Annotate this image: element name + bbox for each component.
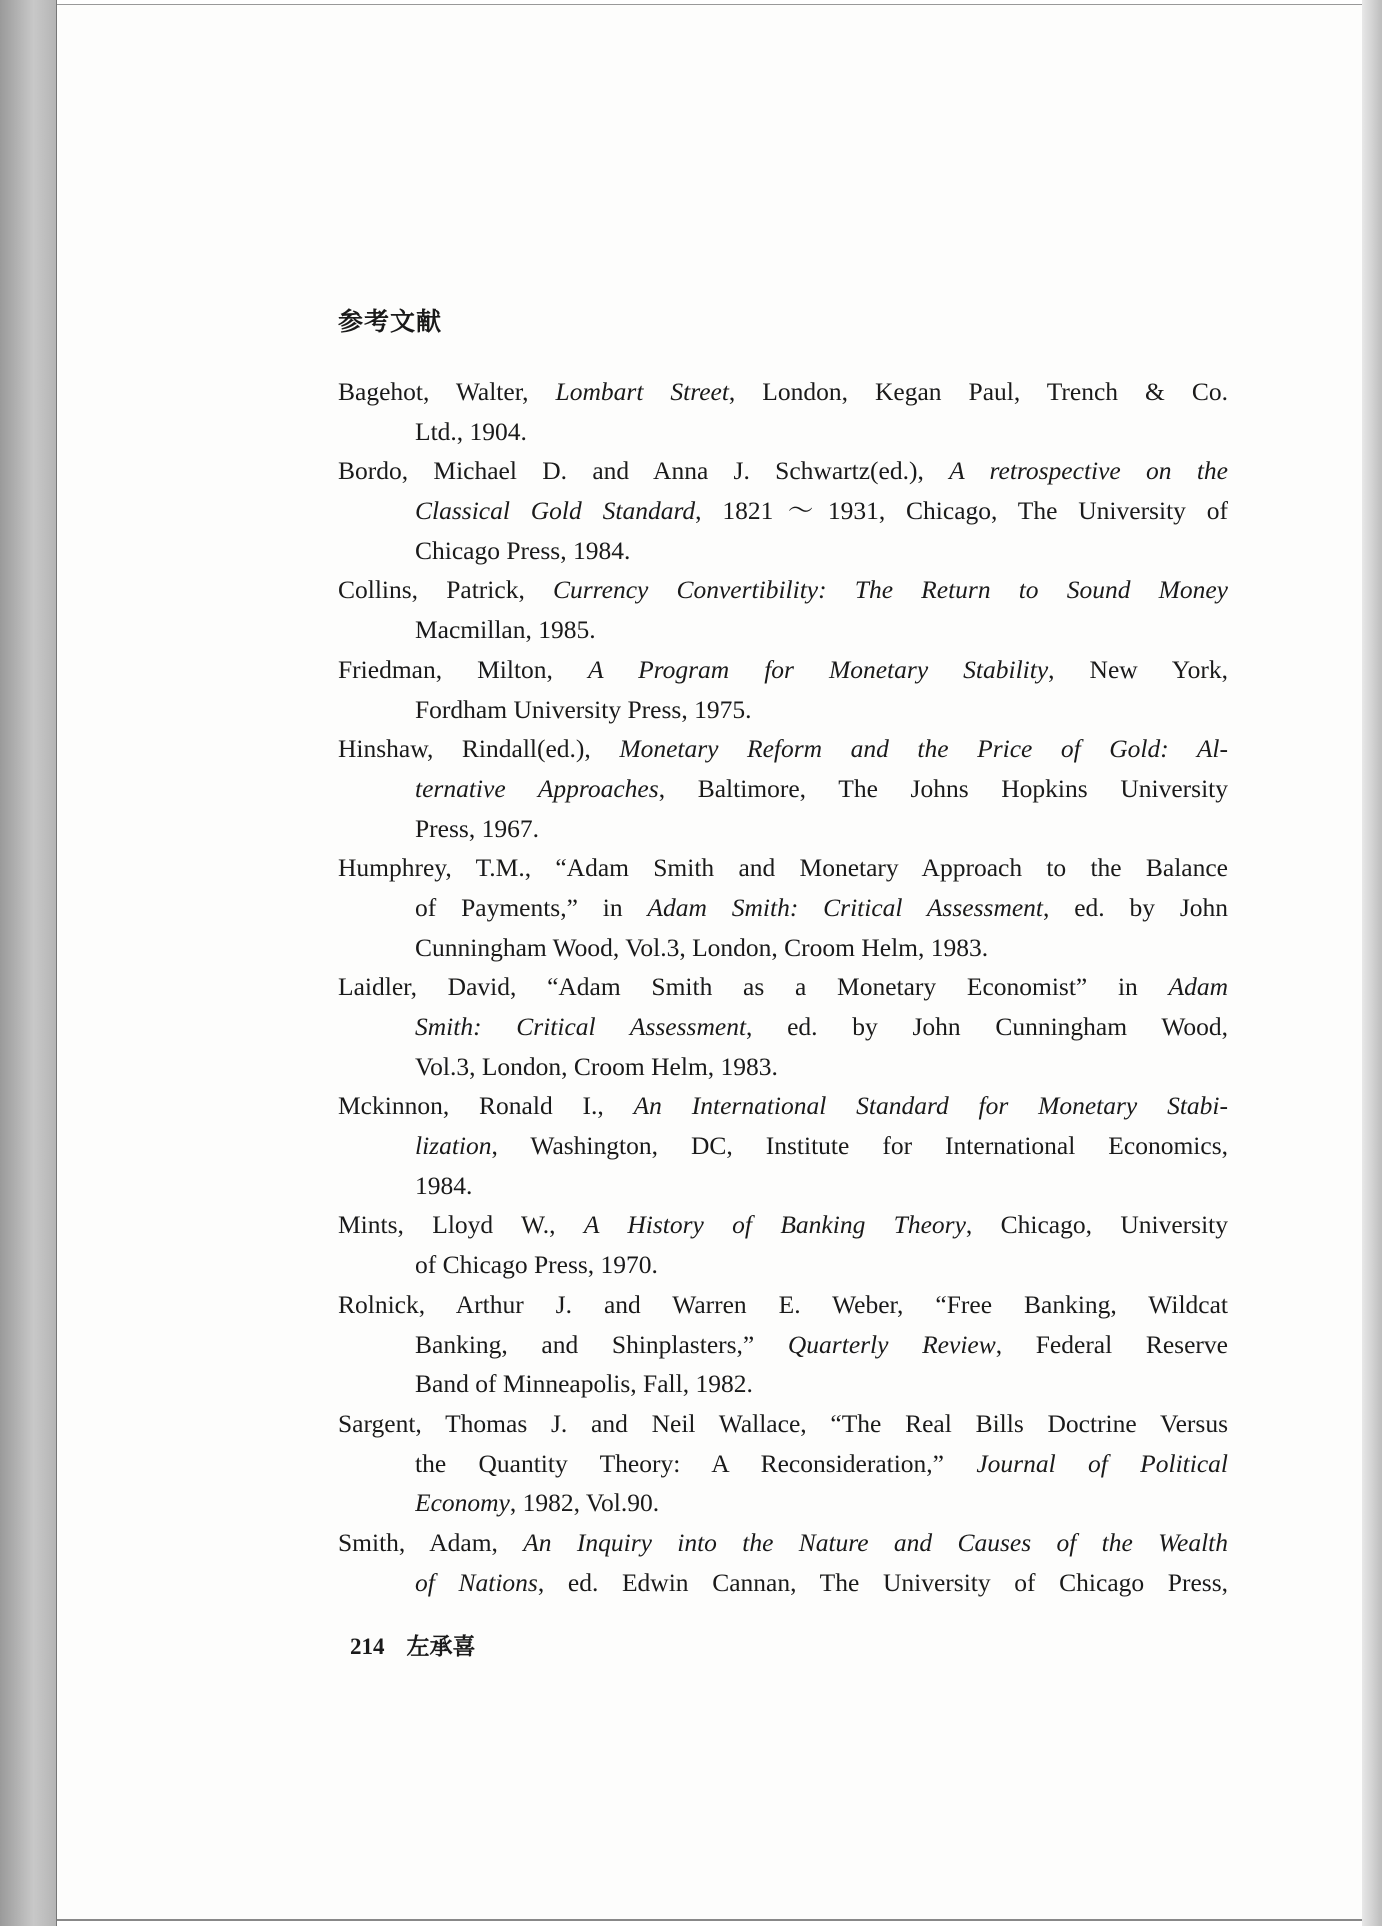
reference-title: Currency Convertibility: The Return to Sound Money (552, 575, 1228, 605)
reference-title: A retrospective on the (949, 456, 1228, 486)
reference-title: Journal of Political (976, 1448, 1228, 1478)
reference-text: Chicago Press, 1984. (415, 535, 631, 565)
reference-title: of Nations (415, 1567, 538, 1597)
reference-text: , Washington, DC, Institute for International Economics, (491, 1131, 1228, 1161)
reference-entry (338, 451, 1228, 570)
reference-text: Mckinnon, Ronald I., (338, 1091, 634, 1121)
reference-title: ternative Approaches (415, 773, 659, 803)
reference-text: Sargent, Thomas J. and Neil Wallace, “The Real Bills Doctrine Versus (338, 1408, 1228, 1438)
reference-text: Ltd., 1904. (415, 416, 527, 446)
reference-title: Lombart Street (555, 377, 729, 406)
reference-line (338, 967, 1228, 1007)
reference-title: A Program for Monetary Stability (587, 654, 1049, 684)
reference-title: Monetary Reform and the Price of Gold: Al- (619, 734, 1228, 764)
reference-entry (338, 729, 1228, 848)
reference-line (415, 491, 1228, 531)
reference-line (338, 848, 1228, 888)
reference-text: Vol.3, London, Croom Helm, 1983. (415, 1051, 778, 1081)
book-spine (0, 0, 57, 1926)
reference-entry (338, 1086, 1228, 1205)
reference-text: Laidler, David, “Adam Smith as a Monetary Economist” in (338, 972, 1169, 1002)
reference-line (415, 1364, 1228, 1404)
reference-text: Cunningham Wood, Vol.3, London, Croom Helm, 1983. (415, 932, 989, 962)
reference-line (415, 888, 1228, 928)
reference-line (415, 1126, 1228, 1166)
reference-text: Mints, Lloyd W., (338, 1210, 584, 1240)
reference-title: Classical Gold Standard (415, 496, 696, 526)
reference-title: Adam (1168, 972, 1228, 1002)
reference-text: , London, Kegan Paul, Trench & Co. (728, 377, 1228, 406)
reference-text: , ed. by John Cunningham Wood, (746, 1012, 1228, 1041)
reference-text: Rolnick, Arthur J. and Warren E. Weber, “Free Banking, Wildcat (338, 1289, 1228, 1319)
reference-line (338, 1205, 1228, 1245)
reference-line (415, 1245, 1228, 1285)
reference-text: Macmillan, 1985. (415, 615, 596, 645)
reference-line (338, 570, 1228, 610)
section-heading: 参考文献 (338, 307, 443, 336)
reference-text: , ed. by John (1043, 892, 1228, 922)
reference-line (338, 1404, 1228, 1444)
reference-entry (338, 570, 1228, 649)
reference-text: Bordo, Michael D. and Anna J. Schwartz(ed.), (338, 456, 950, 486)
reference-text: , New York, (1048, 654, 1228, 684)
page-footer (350, 1628, 476, 1661)
reference-line (415, 1047, 1228, 1087)
reference-line (338, 1285, 1228, 1325)
reference-title: lization (415, 1131, 492, 1161)
reference-line (415, 1166, 1228, 1206)
reference-title: Quarterly Review (787, 1329, 996, 1359)
reference-text: of Payments,” in (415, 892, 648, 922)
reference-entry (338, 1523, 1228, 1602)
reference-line (338, 729, 1228, 769)
reference-text: Banking, and Shinplasters,” (415, 1329, 788, 1359)
reference-text: Humphrey, T.M., “Adam Smith and Monetary Approach to the Balance (338, 853, 1228, 883)
reference-text: Band of Minneapolis, Fall, 1982. (415, 1369, 753, 1399)
reference-entry (338, 650, 1228, 729)
reference-line (415, 1444, 1228, 1484)
page-edge (1362, 0, 1382, 1926)
reference-text: Bagehot, Walter, (338, 377, 556, 406)
reference-entry (338, 967, 1228, 1086)
reference-line (415, 1563, 1228, 1603)
reference-entry (338, 1404, 1228, 1523)
reference-line (415, 1325, 1228, 1365)
reference-title: Economy (415, 1488, 510, 1518)
reference-text: Smith, Adam, (338, 1527, 524, 1557)
reference-line (415, 1483, 1228, 1523)
reference-line (338, 650, 1228, 690)
reference-line (415, 531, 1228, 571)
reference-text: Collins, Patrick, (338, 575, 553, 605)
reference-text: , Federal Reserve (995, 1329, 1228, 1359)
reference-text: Fordham University Press, 1975. (415, 694, 752, 724)
reference-line (415, 809, 1228, 849)
reference-title: An International Standard for Monetary Stabi- (633, 1091, 1228, 1121)
reference-line (415, 690, 1228, 730)
reference-entry (338, 848, 1228, 967)
reference-text: 1984. (415, 1170, 473, 1200)
reference-line (415, 412, 1228, 452)
reference-text: the Quantity Theory: A Reconsideration,” (415, 1448, 977, 1478)
reference-line (415, 769, 1228, 809)
reference-text: Friedman, Milton, (338, 654, 588, 684)
reference-line (338, 451, 1228, 491)
reference-text: , Chicago, University (965, 1210, 1228, 1240)
reference-line (415, 1007, 1228, 1047)
reference-line (338, 1086, 1228, 1126)
reference-text: , 1982, Vol.90. (509, 1488, 660, 1518)
reference-text: , 1821～1931, Chicago, The University of (695, 496, 1228, 526)
reference-text: , ed. Edwin Cannan, The University of Chicago Press, (537, 1567, 1228, 1597)
reference-line (415, 928, 1228, 968)
reference-text: Press, 1967. (415, 813, 539, 843)
reference-title: An Inquiry into the Nature and Causes of the Wealth (523, 1527, 1228, 1557)
reference-title: Smith: Critical Assessment (415, 1012, 747, 1041)
reference-text: of Chicago Press, 1970. (415, 1250, 658, 1280)
reference-title: A History of Banking Theory (583, 1210, 966, 1240)
reference-entry (338, 1205, 1228, 1284)
reference-text: , Baltimore, The Johns Hopkins University (658, 773, 1228, 803)
reference-entry (338, 372, 1228, 451)
reference-line (338, 1523, 1228, 1563)
reference-entry (338, 1285, 1228, 1404)
reference-text: Hinshaw, Rindall(ed.), (338, 734, 620, 764)
page-number: 214 (350, 1634, 385, 1659)
reference-list (338, 372, 1228, 1602)
author-name: 左承喜 (406, 1634, 476, 1660)
reference-line (338, 372, 1228, 412)
reference-title: Adam Smith: Critical Assessment (647, 892, 1044, 922)
reference-line (415, 610, 1228, 650)
